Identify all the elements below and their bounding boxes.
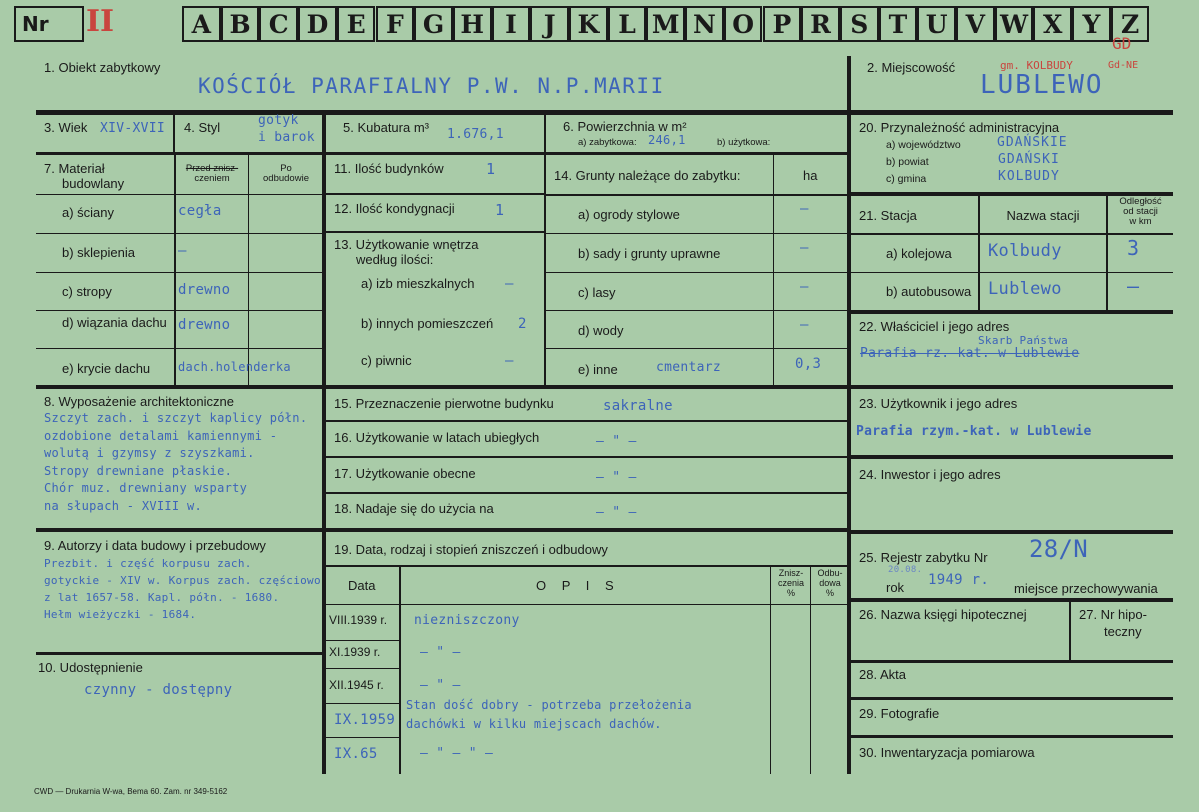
field-7-col-before-b: czeniem bbox=[194, 173, 230, 184]
field-25-date-small: 20.08. bbox=[888, 565, 923, 575]
field-28-label: 28. Akta bbox=[859, 667, 906, 682]
rule bbox=[851, 385, 1173, 389]
field-9-line: Hełm wieżyczki - 1684. bbox=[44, 608, 197, 621]
field-9-line: z lat 1657-58. Kapl. półn. - 1680. bbox=[44, 591, 280, 604]
rule bbox=[36, 385, 849, 389]
field-27-label-1: 27. Nr hipo- bbox=[1079, 607, 1147, 622]
rule bbox=[36, 310, 324, 311]
index-letter-m: M bbox=[646, 6, 685, 42]
rule bbox=[851, 110, 1173, 115]
field-7-row-label: e) krycie dachu bbox=[62, 361, 151, 376]
field-14-row-value: 0,3 bbox=[795, 356, 822, 372]
rule bbox=[36, 528, 849, 532]
index-letter-n: N bbox=[685, 6, 724, 42]
index-letter-v: V bbox=[956, 6, 995, 42]
nr-label: Nr bbox=[22, 12, 49, 36]
rule bbox=[851, 455, 1173, 459]
rule bbox=[36, 652, 322, 655]
rule bbox=[544, 155, 546, 386]
rule bbox=[326, 668, 401, 669]
field-14-row-desc: cmentarz bbox=[656, 360, 722, 375]
field-7-col-before bbox=[176, 164, 248, 184]
field-6-sub-b: b) użytkowa: bbox=[717, 137, 771, 148]
field-14-unit: ha bbox=[803, 168, 818, 183]
field-7-col-after-b: odbudowie bbox=[263, 173, 309, 184]
field-25-place: miejsce przechowywania bbox=[1014, 581, 1158, 596]
field-19-col-desc: O P I S bbox=[536, 578, 620, 593]
field-10-value: czynny - dostępny bbox=[84, 682, 233, 698]
field-9-line: gotyckie - XIV w. Korpus zach. częściowo bbox=[44, 574, 321, 587]
index-letter-h: H bbox=[453, 6, 492, 42]
field-29-label: 29. Fotografie bbox=[859, 706, 940, 721]
field-21-col-dist-a: Odległość bbox=[1119, 196, 1162, 207]
field-11-value: 1 bbox=[486, 160, 496, 178]
rule bbox=[546, 272, 849, 273]
field-21-row-name: Lublewo bbox=[988, 279, 1062, 299]
rule bbox=[851, 530, 1173, 534]
field-5-value: 1.676,1 bbox=[447, 127, 504, 142]
field-13-label-2: według ilości: bbox=[356, 252, 434, 267]
field-14-row-label: b) sady i grunty uprawne bbox=[578, 246, 721, 261]
index-letter-x: X bbox=[1033, 6, 1072, 42]
nr-value: II bbox=[86, 4, 115, 39]
field-14-row-value: — bbox=[800, 279, 809, 295]
field-13-label-1: 13. Użytkowanie wnętrza bbox=[334, 237, 479, 252]
index-letter-j: J bbox=[530, 6, 569, 42]
field-19-row-desc-2: dachówki w kilku miejscach dachów. bbox=[406, 717, 662, 731]
rule bbox=[544, 112, 546, 154]
field-21-col-dist bbox=[1108, 197, 1173, 227]
field-25-rok-label: rok bbox=[886, 580, 905, 595]
field-7-col-after bbox=[250, 164, 322, 184]
field-14-row-label: d) wody bbox=[578, 323, 624, 338]
field-16-label: 16. Użytkowanie w latach ubiegłych bbox=[334, 430, 540, 445]
field-14-row-label: a) ogrody stylowe bbox=[578, 207, 680, 222]
field-9-line: Prezbit. i część korpusu zach. bbox=[44, 557, 252, 570]
field-3-label: 3. Wiek bbox=[44, 120, 88, 135]
field-19-col-destroyed-pct: % bbox=[786, 588, 795, 598]
rule bbox=[851, 310, 1173, 314]
field-19-col-destroyed bbox=[771, 568, 811, 598]
index-letter-f: F bbox=[376, 6, 415, 42]
rule bbox=[322, 112, 326, 774]
index-letter-y: Y bbox=[1072, 6, 1111, 42]
rule bbox=[36, 194, 324, 195]
field-7-label-1: 7. Materiał bbox=[44, 161, 105, 176]
field-26-label: 26. Nazwa księgi hipotecznej bbox=[859, 607, 1027, 622]
field-16-value: — " — bbox=[596, 434, 637, 449]
field-5-label: 5. Kubatura m³ bbox=[343, 120, 429, 135]
field-14-row-value: — bbox=[800, 317, 809, 333]
field-14-row-label: e) inne bbox=[578, 362, 618, 377]
field-19-col-rebuilt bbox=[811, 568, 849, 598]
field-21-col-name: Nazwa stacji bbox=[1006, 208, 1080, 223]
rule bbox=[399, 565, 401, 774]
field-21-row-label: a) kolejowa bbox=[886, 246, 952, 261]
field-19-label: 19. Data, rodzaj i stopień zniszczeń i odbudowy bbox=[334, 542, 608, 557]
field-8-line: na słupach - XVIII w. bbox=[44, 498, 203, 513]
field-13-row-value: 2 bbox=[518, 316, 527, 332]
field-22-value-old: Parafia rz. kat. w Lublewie bbox=[860, 346, 1080, 361]
index-letter-d: D bbox=[298, 6, 337, 42]
field-8-label: 8. Wyposażenie architektoniczne bbox=[44, 394, 234, 409]
rule bbox=[326, 193, 545, 195]
field-25-rok-value: 1949 r. bbox=[928, 572, 990, 588]
field-19-row-date: XI.1939 r. bbox=[329, 645, 381, 659]
field-20-row-label: b) powiat bbox=[886, 156, 929, 168]
rule bbox=[326, 640, 401, 641]
field-4-label: 4. Styl bbox=[184, 120, 221, 135]
rule bbox=[546, 348, 849, 349]
field-7-row-value: drewno bbox=[178, 317, 231, 333]
index-letter-w: W bbox=[995, 6, 1034, 42]
field-7-row-label: c) stropy bbox=[62, 284, 112, 299]
field-7-row-label: b) sklepienia bbox=[62, 245, 135, 260]
rule bbox=[326, 703, 401, 704]
index-letter-p: P bbox=[763, 6, 802, 42]
field-21-label: 21. Stacja bbox=[859, 208, 917, 223]
field-6-sub-a: a) zabytkowa: bbox=[578, 137, 637, 148]
index-letter-u: U bbox=[917, 6, 956, 42]
field-7-label-2: budowlany bbox=[62, 176, 125, 191]
rule bbox=[851, 598, 1173, 602]
rule bbox=[326, 456, 849, 458]
index-letter-e: E bbox=[337, 6, 376, 42]
field-2-note-tail: Gd-NE bbox=[1108, 60, 1139, 71]
field-7-row-value: drewno bbox=[178, 282, 231, 298]
field-7-row-label: a) ściany bbox=[62, 205, 115, 220]
field-14-row-label: c) lasy bbox=[578, 285, 616, 300]
field-25-label: 25. Rejestr zabytku Nr bbox=[859, 550, 988, 565]
field-23-value: Parafia rzym.-kat. w Lublewie bbox=[856, 424, 1092, 439]
rule bbox=[174, 155, 176, 386]
field-15-value: sakralne bbox=[603, 398, 673, 414]
field-23-label: 23. Użytkownik i jego adres bbox=[859, 396, 1018, 411]
field-19-col-rebuilt-b: dowa bbox=[819, 578, 841, 588]
field-11-label: 11. Ilość budynków bbox=[334, 161, 444, 176]
field-17-value: — " — bbox=[596, 470, 637, 485]
field-12-label: 12. Ilość kondygnacji bbox=[334, 201, 455, 216]
index-letter-l: L bbox=[608, 6, 647, 42]
rule bbox=[546, 310, 849, 311]
field-19-row-desc: — " — bbox=[420, 678, 461, 693]
field-7-row-value: — bbox=[178, 243, 187, 259]
index-letter-t: T bbox=[879, 6, 918, 42]
rule bbox=[851, 233, 1173, 235]
field-19-row-desc: Stan dość dobry - potrzeba przełożenia bbox=[406, 698, 692, 712]
field-20-row-value: KOLBUDY bbox=[998, 169, 1060, 184]
field-21-row-dist: 3 bbox=[1127, 236, 1140, 260]
field-21-row-name: Kolbudy bbox=[988, 241, 1062, 261]
field-13-row-value: — bbox=[505, 353, 514, 369]
rule bbox=[173, 112, 175, 154]
field-19-row-date: IX.1959 bbox=[334, 712, 396, 728]
index-letter-a: A bbox=[182, 6, 221, 42]
field-13-row-label: b) innych pomieszczeń bbox=[361, 316, 494, 331]
field-21-col-dist-b: od stacji bbox=[1123, 206, 1158, 217]
field-21-col-dist-c: w km bbox=[1129, 216, 1152, 227]
field-20-row-value: GDAŃSKI bbox=[998, 152, 1060, 167]
rule bbox=[326, 231, 545, 233]
field-4-value-1: gotyk bbox=[258, 113, 299, 128]
index-letter-i: I bbox=[492, 6, 531, 42]
field-17-label: 17. Użytkowanie obecne bbox=[334, 466, 476, 481]
index-letter-k: K bbox=[569, 6, 608, 42]
field-19-row-date: VIII.1939 r. bbox=[329, 613, 388, 627]
field-15-label: 15. Przeznaczenie pierwotne budynku bbox=[334, 396, 554, 411]
nr-box bbox=[14, 6, 84, 42]
field-20-row-label: c) gmina bbox=[886, 173, 927, 185]
field-2-label: 2. Miejscowość bbox=[867, 60, 956, 75]
field-8-line: Szczyt zach. i szczyt kaplicy półn. bbox=[44, 411, 308, 425]
rule bbox=[851, 735, 1173, 738]
field-6-value-a: 246,1 bbox=[648, 133, 686, 147]
field-7-col-after-a: Po bbox=[280, 163, 292, 174]
field-18-label: 18. Nadaje się do użycia na bbox=[334, 501, 494, 516]
field-18-value: — " — bbox=[596, 505, 637, 520]
rule bbox=[326, 420, 849, 422]
field-2-code: GD bbox=[1112, 34, 1132, 53]
field-24-label: 24. Inwestor i jego adres bbox=[859, 467, 1001, 482]
field-8-line: ozdobione detalami kamiennymi - bbox=[44, 428, 278, 443]
field-8-line: Stropy drewniane płaskie. bbox=[44, 463, 233, 478]
field-19-col-rebuilt-pct: % bbox=[825, 588, 834, 598]
field-14-row-value: — bbox=[800, 201, 809, 217]
index-letter-o: O bbox=[724, 6, 763, 42]
rule bbox=[326, 737, 401, 738]
field-19-col-rebuilt-a: Odbu- bbox=[817, 568, 843, 578]
field-4-value-2: i barok bbox=[258, 130, 315, 145]
index-letter-r: R bbox=[801, 6, 840, 42]
field-13-row-value: — bbox=[505, 276, 514, 292]
field-14-row-value: — bbox=[800, 240, 809, 256]
field-19-row-date: IX.65 bbox=[334, 746, 378, 762]
field-7-col-before-a: Przed znisz- bbox=[185, 163, 239, 174]
field-2-note: gm. KOLBUDY bbox=[1000, 59, 1073, 72]
field-25-nr: 28/N bbox=[1029, 535, 1088, 563]
field-21-row-dist: — bbox=[1127, 274, 1140, 298]
field-19-row-date: XII.1945 r. bbox=[329, 678, 384, 692]
field-13-row-label: c) piwnic bbox=[361, 353, 412, 368]
rule bbox=[851, 697, 1173, 700]
index-letter-z: Z bbox=[1111, 6, 1150, 42]
field-7-row-value: dach.holenderka bbox=[178, 360, 291, 374]
field-2-value: LUBLEWO bbox=[980, 70, 1104, 100]
rule bbox=[36, 272, 324, 273]
rule bbox=[36, 233, 324, 234]
field-12-value: 1 bbox=[495, 201, 505, 219]
rule bbox=[36, 152, 849, 155]
field-19-col-date: Data bbox=[348, 578, 376, 593]
rule bbox=[1069, 600, 1071, 662]
field-19-row-desc: niezniszczony bbox=[414, 613, 520, 628]
rule bbox=[546, 233, 849, 234]
field-1-label: 1. Obiekt zabytkowy bbox=[44, 60, 161, 75]
field-19-col-destroyed-a: Znisz- bbox=[778, 568, 804, 578]
field-22-value-new: Skarb Państwa bbox=[978, 334, 1068, 347]
rule bbox=[546, 194, 849, 196]
field-10-label: 10. Udostępnienie bbox=[38, 660, 143, 675]
field-20-label: 20. Przynależność administracyjna bbox=[859, 120, 1060, 135]
rule bbox=[851, 660, 1173, 663]
index-letter-c: C bbox=[259, 6, 298, 42]
field-1-value: KOŚCIÓŁ PARAFIALNY P.W. N.P.MARII bbox=[198, 74, 665, 98]
printer-footer: CWD — Drukarnia W-wa, Bema 60. Zam. nr 349-5162 bbox=[34, 787, 228, 796]
field-19-row-desc: — " — bbox=[420, 645, 461, 660]
field-8-line: Chór muz. drewniany wsparty bbox=[44, 481, 248, 495]
rule bbox=[36, 110, 849, 115]
rule bbox=[847, 56, 851, 774]
rule bbox=[773, 155, 774, 386]
field-22-label: 22. Właściciel i jego adres bbox=[859, 319, 1010, 334]
field-8-line: wolutą i gzymsy z szyszkami. bbox=[44, 446, 255, 460]
field-19-col-destroyed-b: czenia bbox=[777, 578, 804, 588]
rule bbox=[326, 492, 849, 494]
field-20-row-value: GDAŃSKIE bbox=[997, 135, 1068, 150]
field-7-row-label: d) wiązania dachu bbox=[62, 315, 167, 330]
field-30-label: 30. Inwentaryzacja pomiarowa bbox=[859, 745, 1035, 760]
field-7-row-value: cegła bbox=[178, 203, 222, 219]
rule bbox=[36, 348, 324, 349]
rule bbox=[248, 155, 249, 386]
field-27-label-2: teczny bbox=[1104, 624, 1142, 639]
field-14-label: 14. Grunty należące do zabytku: bbox=[554, 168, 741, 183]
field-20-row-label: a) województwo bbox=[886, 139, 961, 151]
field-9-label: 9. Autorzy i data budowy i przebudowy bbox=[44, 538, 266, 553]
rule bbox=[851, 272, 1173, 273]
index-letter-b: B bbox=[221, 6, 260, 42]
field-6-label: 6. Powierzchnia w m² bbox=[563, 119, 687, 134]
index-letter-g: G bbox=[414, 6, 453, 42]
field-19-row-desc: — " — " — bbox=[420, 746, 494, 761]
index-letter-s: S bbox=[840, 6, 879, 42]
field-21-row-label: b) autobusowa bbox=[886, 284, 972, 299]
field-3-value: XIV-XVII bbox=[100, 121, 166, 136]
field-13-row-label: a) izb mieszkalnych bbox=[361, 276, 475, 291]
